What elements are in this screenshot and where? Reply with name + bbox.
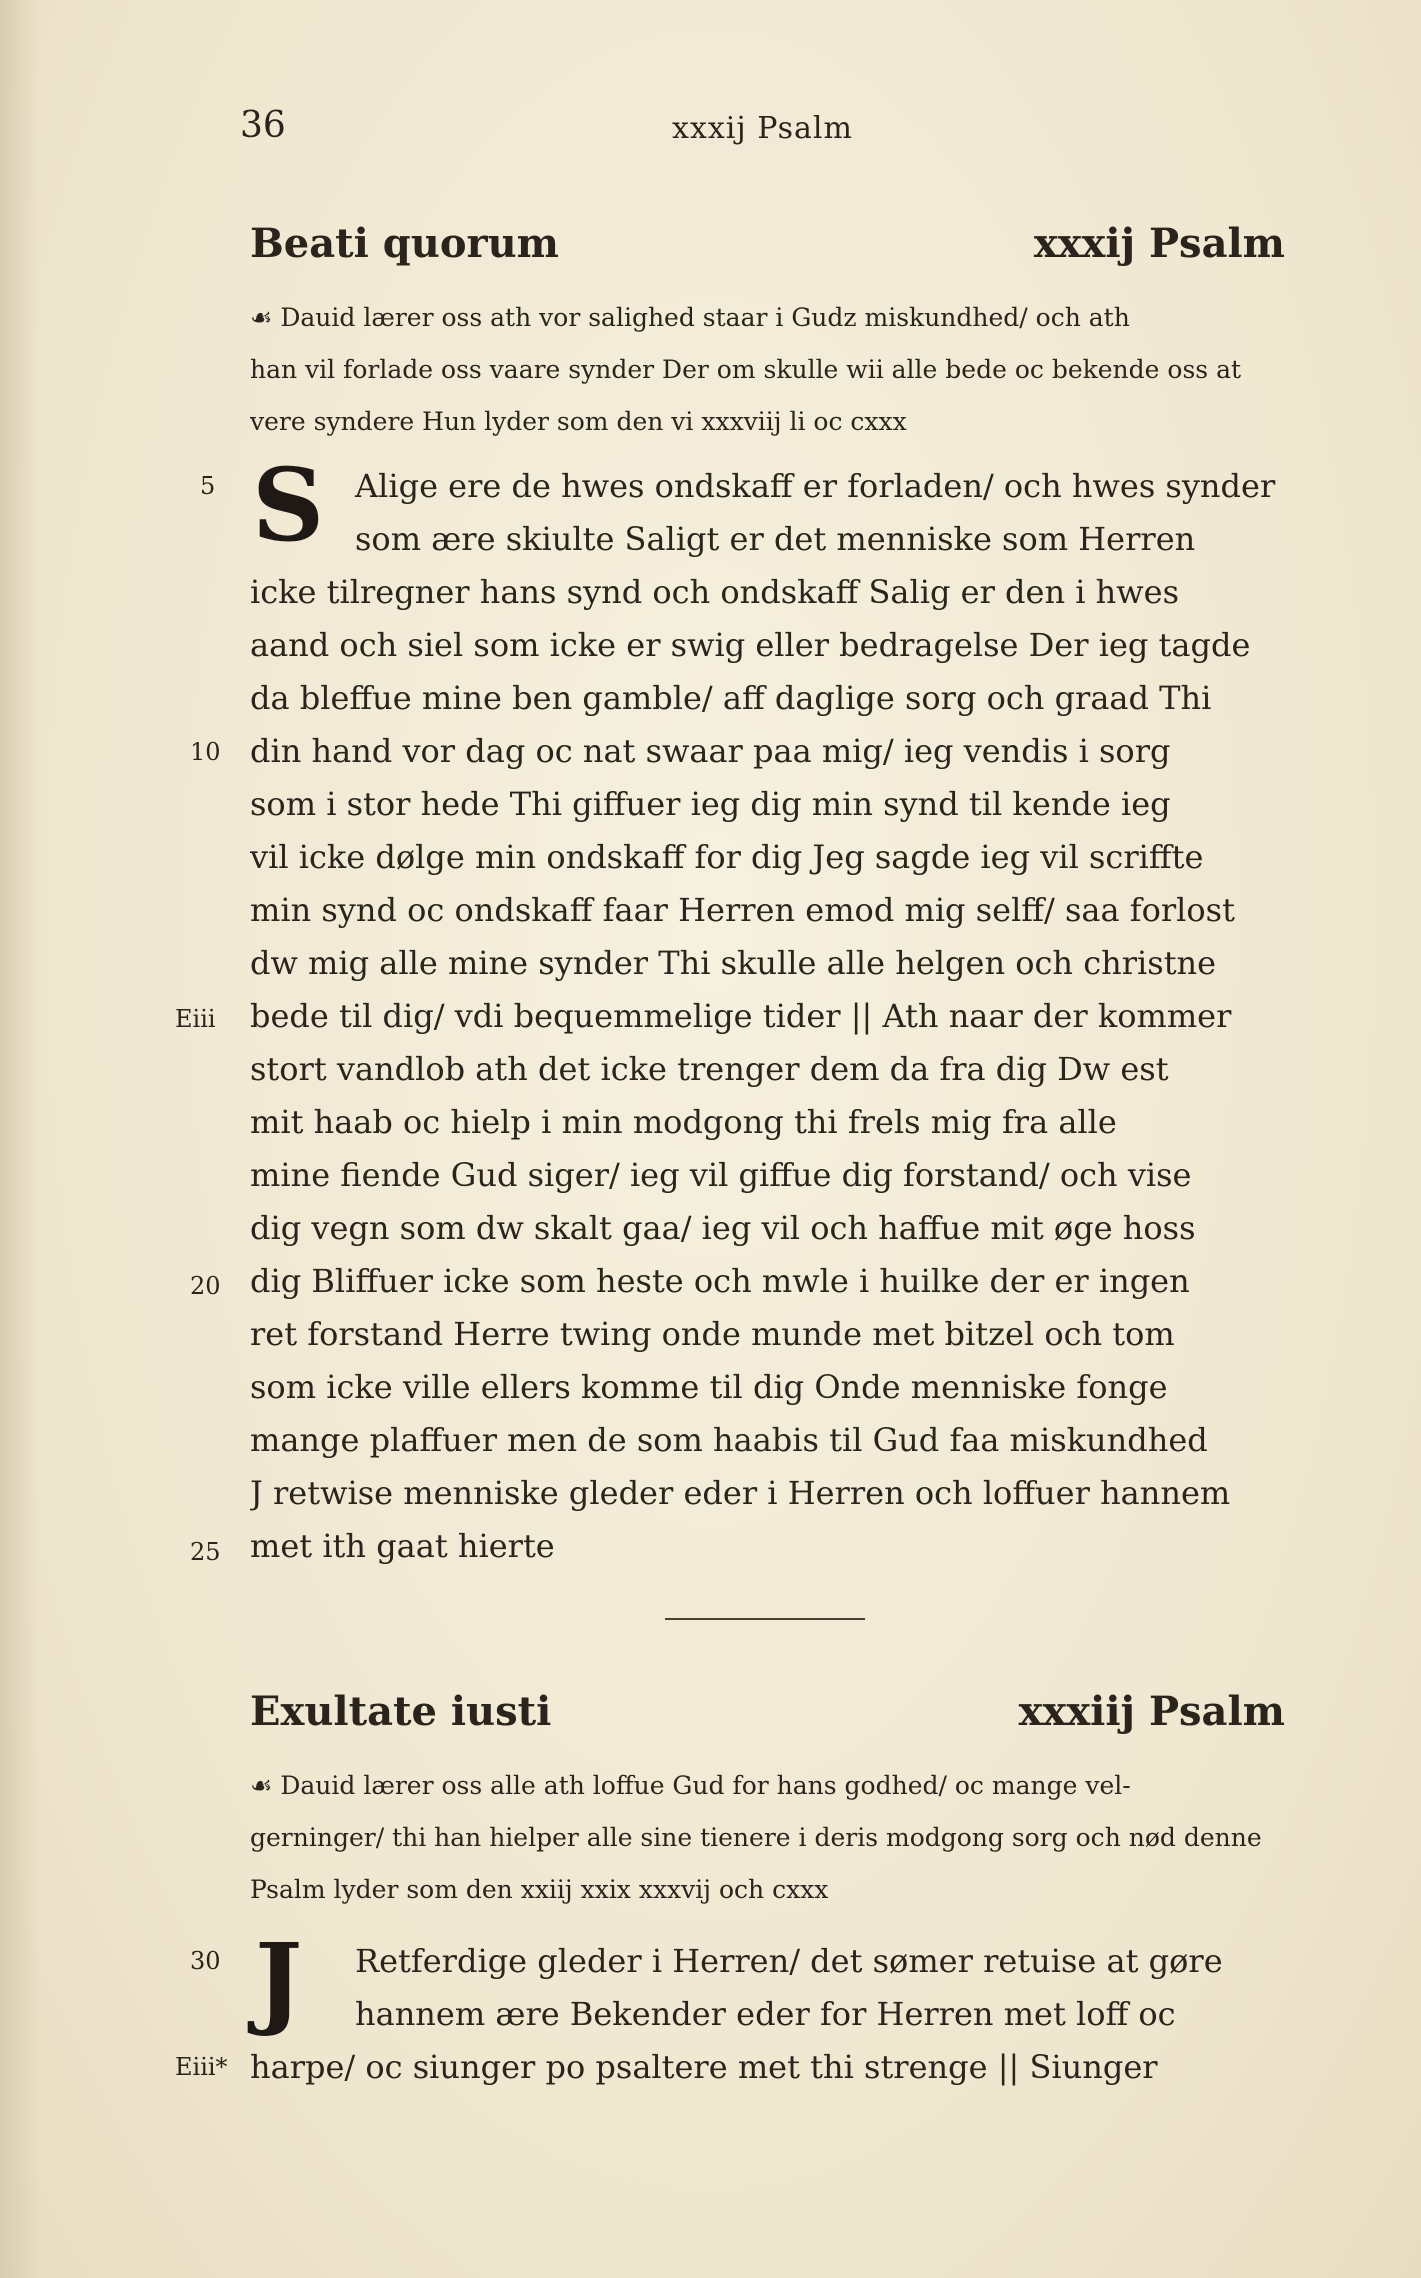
psalm-33-summary [250,1760,1285,1916]
psalm-32-incipit: Beati quorum [250,220,559,267]
text-line: icke tilregner hans synd och ondskaff Salig er den i hwes [250,573,1179,611]
text-line: som i stor hede Thi giffuer ieg dig min synd til kende ieg [250,785,1171,823]
psalm-33-incipit: Exultate iusti [250,1688,552,1735]
text-line: mit haab oc hielp i min modgong thi frels mig fra alle [250,1103,1117,1141]
text-line: vil icke dølge min ondskaff for dig Jeg sagde ieg vil scriffte [250,838,1204,876]
text-line: harpe/ oc siunger po psaltere met thi strenge || Siunger [250,2048,1158,2086]
psalm-33-text [250,1935,1285,2094]
psalm-33-heading [250,1688,1285,1748]
text-line: som ære skiulte Saligt er det menniske som Herren [355,520,1196,558]
running-head [240,105,1285,155]
text-line: ret forstand Herre twing onde munde met bitzel och tom [250,1315,1175,1353]
text-line: mange plaffuer men de som haabis til Gud faa miskundhed [250,1421,1208,1459]
text-line: stort vandlob ath det icke trenger dem da fra dig Dw est [250,1050,1169,1088]
psalm-32-heading [250,220,1285,280]
summary-line: han vil forlade oss vaare synder Der om skulle wii alle bede oc bekende oss at [250,355,1242,384]
text-line: met ith gaat hierte [250,1527,555,1565]
signature-mark: Eiii* [175,2053,228,2081]
text-line: som icke ville ellers komme til dig Onde menniske fonge [250,1368,1168,1406]
summary-line: ☙ Dauid lærer oss alle ath loffue Gud for hans godhed/ oc mange vel- [250,1771,1131,1800]
psalm-33-number: xxxiij Psalm [1018,1688,1285,1735]
line-number: 25 [190,1538,221,1566]
text-line: din hand vor dag oc nat swaar paa mig/ ieg vendis i sorg [250,732,1171,770]
text-line: hannem ære Bekender eder for Herren met loff oc [355,1995,1176,2033]
text-line: aand och siel som icke er swig eller bedragelse Der ieg tagde [250,626,1251,664]
text-line: mine fiende Gud siger/ ieg vil giffue dig forstand/ och vise [250,1156,1192,1194]
line-number: 20 [190,1272,221,1300]
text-line: dig Bliffuer icke som heste och mwle i huilke der er ingen [250,1262,1190,1300]
line-number: 10 [190,738,221,766]
text-line: dw mig alle mine synder Thi skulle alle helgen och christne [250,944,1217,982]
running-title: xxxij Psalm [672,111,853,146]
page-number: 36 [240,105,286,146]
text-line: min synd oc ondskaff faar Herren emod mig selff/ saa forlost [250,891,1235,929]
summary-line: vere syndere Hun lyder som den vi xxxviij li oc cxxx [250,407,907,436]
summary-line: Psalm lyder som den xxiij xxix xxxvij och cxxx [250,1875,829,1904]
psalm-32-text [250,460,1285,1573]
text-line: J retwise menniske gleder eder i Herren och loffuer hannem [250,1474,1231,1512]
text-line: dig vegn som dw skalt gaa/ ieg vil och haffue mit øge hoss [250,1209,1196,1247]
section-divider [665,1618,865,1620]
text-line: Alige ere de hwes ondskaff er forladen/ och hwes synder [355,467,1276,505]
summary-line: ☙ Dauid lærer oss ath vor salighed staar i Gudz miskundhed/ och ath [250,303,1130,332]
gutter-shadow [0,0,40,2278]
line-number: 5 [200,472,216,500]
text-line: da bleffue mine ben gamble/ aff daglige sorg och graad Thi [250,679,1212,717]
text-line: Retferdige gleder i Herren/ det sømer retuise at gøre [355,1942,1223,1980]
summary-line: gerninger/ thi han hielper alle sine tienere i deris modgong sorg och nød denne [250,1823,1262,1852]
psalm-32-summary [250,292,1285,448]
line-number: 30 [190,1947,221,1975]
text-line: bede til dig/ vdi bequemmelige tider || Ath naar der kommer [250,997,1232,1035]
signature-mark: Eiii [175,1005,216,1033]
psalm-33-drop-cap: J [255,1921,303,2039]
psalm-32-drop-cap: S [252,446,325,564]
psalm-32-number: xxxij Psalm [1033,220,1285,267]
